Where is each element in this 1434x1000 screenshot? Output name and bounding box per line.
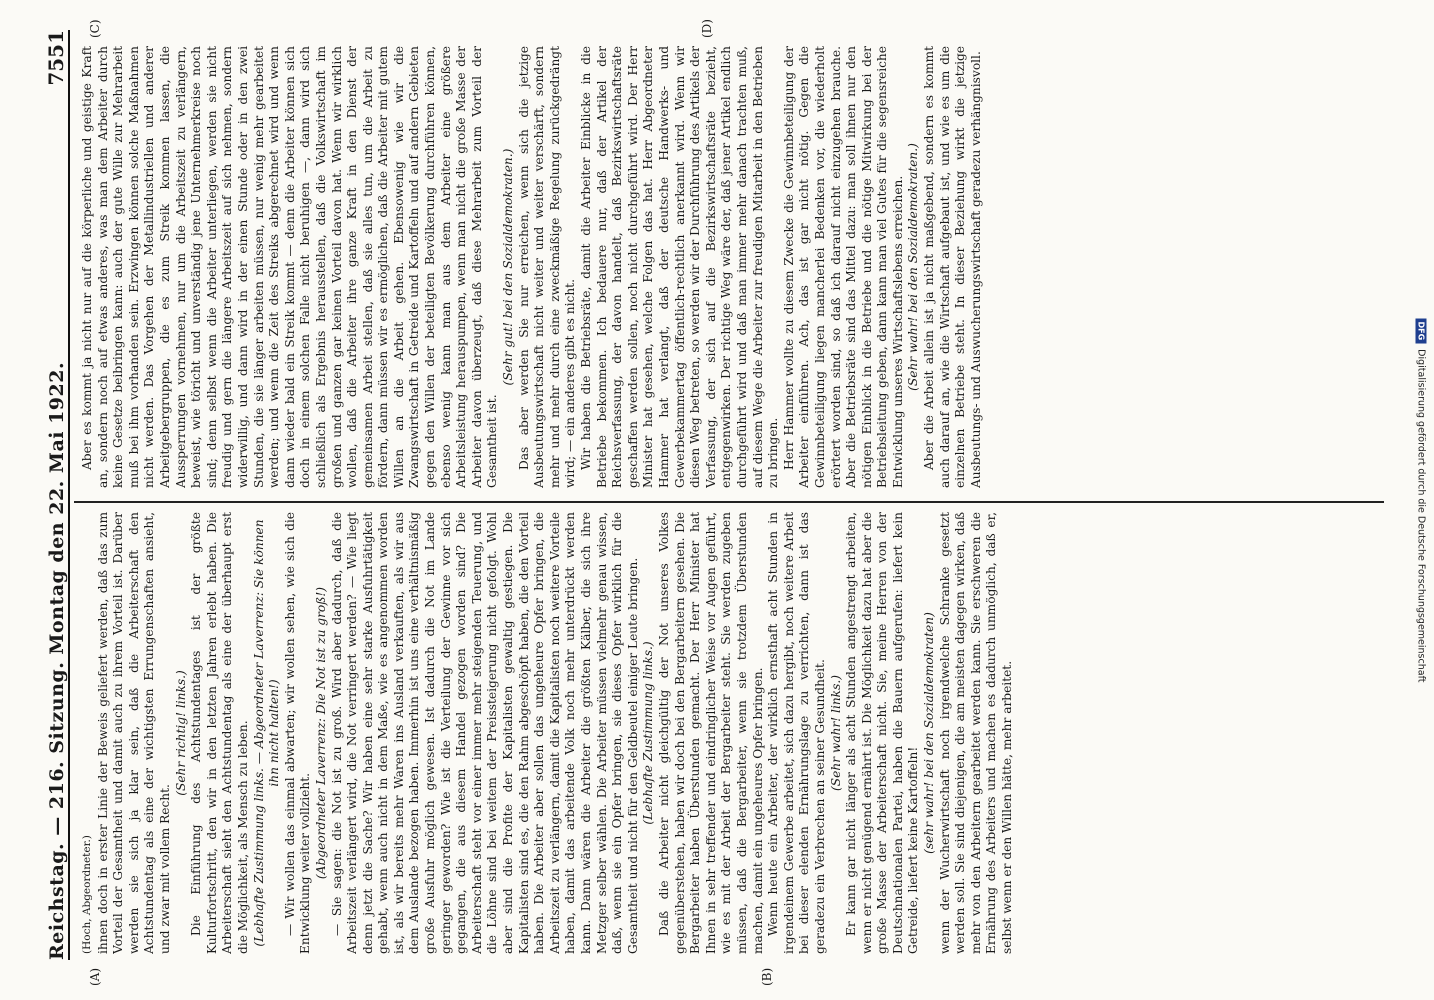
speaker-tag: (Hoch, Abgeordneter.) xyxy=(81,835,93,954)
page-number: 7551 xyxy=(44,30,68,86)
interjection: (Sehr richtig! links.) xyxy=(173,670,188,796)
paragraph: ihnen doch in erster Linie der Beweis geliefert werden, daß das zum Vorteil der Gesamtheit und damit auch zu ihrem Vorteil ist. Darüber werden sie sich ja klar sein, daß die Arbeiterschaft den Achtstundentag als eine der wichtigsten Errungenschaften ansieht, und zwar mit vollem Recht. xyxy=(95,512,172,954)
running-header: Reichstag. — 216. Sitzung. Montag den 22. Mai 1922. xyxy=(46,361,68,960)
marker-b: (B) xyxy=(760,967,774,986)
interjection: (Sehr gut! bei den Sozialdemokraten.) xyxy=(501,148,516,386)
paragraph: Wenn heute ein Arbeiter, der wirklich ernsthaft acht Stunden in irgendeinem Gewerbe arbeitet, sich dazu hergibt, noch weitere Arbeit bei dieser elenden Ernährungslage zu verrichten, dann ist das geradezu ein Verbrechen an seiner Gesundheit. xyxy=(766,512,827,954)
interjection: (Sehr wahr! bei den Sozialdemokraten.) xyxy=(906,143,921,391)
paragraph: Die Einführung des Achtstundentages ist der größte Kulturfortschritt, den wir in den letzten Jahren erlebt haben. Die Arbeiterschaft sieht den Achtstundentag als eine der überhaupt erst die Möglichkeit, als Mensch zu leben. xyxy=(189,512,250,954)
left-column xyxy=(80,512,1380,954)
digitization-note xyxy=(1408,0,1434,1000)
marker-c: (C) xyxy=(88,19,102,38)
interjection: (Lebhafte Zustimmung links. — Abgeordneter Laverrenz: Sie können ihn nicht halten!) xyxy=(251,519,282,947)
paragraph: Er kann gar nicht länger als acht Stunden angestrengt arbeiten, wenn er nicht genügend ernährt ist. Die Möglichkeit dazu hat aber die große Masse der Arbeiterschaft nicht. Sie, meine Herren von der Deutschnationalen Partei, haben die Bauern aufgerufen: liefert kein Getreide, liefert keine Kartoffeln! xyxy=(844,512,921,954)
paragraph: wenn der Wucherwirtschaft noch irgendwelche Schranke gesetzt werden soll. Sie sind diejenigen, die am meisten dagegen wirken, daß mehr von den Arbeitern gearbeitet werden kann. Sie erschweren die Ernährung des Arbeiters und machen es dadurch unmöglich, daß er, selbst wenn er den Willen hätte, mehr arbeitet. xyxy=(937,512,1015,954)
dfg-logo-icon: DFG xyxy=(1416,318,1427,343)
interjection: (sehr wahr! bei den Sozialdemokraten) xyxy=(922,612,937,854)
paragraph: Herr Hammer wollte zu diesem Zwecke die Gewinnbeteiligung der Arbeiter einführen. Ach, das ist gar nicht nötig. Gegen die Gewinnbeteiligung liegen mancherlei Bedenken vor, die wiederholt erörtert worden sind, so daß ich darauf nicht einzugehen brauche. Aber die Betriebsräte sind das Mittel dazu: man soll ihnen nur den nötigen Einblick in die Betriebe und die nötige Mitwirkung bei der Betriebsleitung geben, dann kann man viel Gutes für die segensreiche Entwicklung unseres Wirtschaftslebens erreichen. xyxy=(781,46,905,488)
interjection: (Abgeordneter Laverrenz: Die Not ist zu groß!) xyxy=(313,586,328,880)
paragraph: Daß die Arbeiter nicht gleichgültig der Not unseres Volkes gegenüberstehen, haben wir doch bei den Bergarbeitern gesehen. Die Bergarbeiter haben Überstunden gemacht. Der Herr Minister hat Ihnen in sehr treffender und eindringlicher Weise vor Augen geführt, wie es mit der Arbeit der Bergarbeiter steht. Sie werden zugeben müssen, daß die Bergarbeiter, wenn sie trotzdem Überstunden machen, damit ein ungeheures Opfer bringen. xyxy=(656,512,765,954)
page-header xyxy=(36,30,70,960)
interjection: (Lebhafte Zustimmung links.) xyxy=(641,641,656,825)
paragraph: Aber es kommt ja nicht nur auf die körperliche und geistige Kraft an, sondern noch auf etwas anderes, was man dem Arbeiter durch keine Gesetze beibringen kann: auch der gute Wille zur Mehrarbeit muß bei ihm vorhanden sein. Erzwingen können solche Maßnahmen nicht werden. Das Vorgehen der Metallindustriellen und anderer Arbeitgebergruppen, die es zum Streik kommen lassen, die Aussperrungen vornehmen, nur um die Arbeitszeit zu verlängern, beweist, wie töricht und unverständig jene Unternehmerkreise noch sind; denn selbst wenn die Arbeiter unterliegen, werden sie nicht freudig und gern die längere Arbeitszeit auf sich nehmen, sondern widerwillig, und dann wird in der einen Stunde oder in den zwei Stunden, die sie länger arbeiten müssen, nur wenig mehr gearbeitet werden; und wenn die Zeit des Streiks abgerechnet wird und wenn dann wieder bald ein Streik kommt — denn die Arbeiter können sich doch in einem solchen Falle nicht beruhigen —, dann wird sich schließlich als Ergebnis herausstellen, daß die Volkswirtschaft im großen und ganzen gar keinen Vorteil davon hat. Wenn wir wirklich wollen, daß die Arbeiter ihre ganze Kraft in den Dienst der gemeinsamen Arbeit stellen, daß sie alles tun, um die Arbeit zu fördern, dann müssen wir es ermöglichen, daß die Arbeiter mit gutem Willen an die Arbeit gehen. Ebensowenig wie wir die Zwangswirtschaft in Getreide und Kartoffeln und auf andern Gebieten gegen den Willen der beteiligten Bevölkerung durchführen können, ebenso wenig kann man aus dem Arbeiter eine größere Arbeitsleistung herauspumpen, wenn man nicht die große Masse der Arbeiter davon überzeugt, daß diese Mehrarbeit zum Vorteil der Gesamtheit ist. xyxy=(80,46,500,488)
paragraph: — Sie sagen: die Not ist zu groß. Wird aber dadurch, daß die Arbeitszeit verlängert wird, die Not verringert werden? — Wie liegt denn jetzt die Sache? Wir haben eine sehr starke Ausfuhrtätigkeit gehabt, wenn auch nicht in dem Maße, wie es angenommen worden ist, als wir bereits mehr Waren ins Ausland verkauften, als wir aus dem Auslande bezogen haben. Immerhin ist uns eine verhältnismäßig große Ausfuhr möglich gewesen. Ist dadurch die Not im Lande geringer geworden? Wie ist die Verteilung der Gewinne vor sich gegangen, die aus diesem Handel gezogen worden sind? Die Arbeiterschaft steht vor einer immer mehr steigenden Teuerung, und die Löhne sind bei weitem der Preissteigerung nicht gefolgt. Wohl aber sind die Profite der Kapitalisten gewaltig gestiegen. Die Kapitalisten sind es, die den Rahm abgeschöpft haben, die den Vorteil haben. Die Arbeiter aber sollen das ungeheure Opfer bringen, die Arbeitszeit zu verlängern, damit die Kapitalisten noch weitere Vorteile haben, damit das arbeitende Volk noch mehr unterdrückt werden kann. Dann wären die Arbeiter die größten Kälber, die sich ihre Metzger selber wählen. Die Arbeiter müssen vielmehr genau wissen, daß, wenn sie ein Opfer bringen, sie dieses Opfer wirklich für die Gesamtheit und nicht für den Geldbeutel einiger Leute bringen. xyxy=(329,512,640,954)
marker-a: (A) xyxy=(88,967,102,986)
paragraph: Aber die Arbeit allein ist ja nicht maßgebend, sondern es kommt auch darauf an, wie die Wirtschaft aufgebaut ist, und wie es um die einzelnen Betriebe steht. In dieser Beziehung wirkt die jetzige Ausbeutungs- und Auswucherungswirtschaft geradezu verhängnisvoll. xyxy=(922,46,983,488)
paragraph: Das aber werden Sie nur erreichen, wenn sich die jetzige Ausbeutungswirtschaft nicht weiter und weiter verschärft, sondern mehr und mehr durch eine zweckmäßige Regelung zurückgedrängt wird; — ein anderes gibt es nicht. xyxy=(516,46,578,488)
paragraph: Wir haben die Betriebsräte, damit die Arbeiter Einblicke in die Betriebe bekommen. Ich bedauere nur, daß der Artikel der Reichsverfassung, der davon handelt, daß Bezirkswirtschaftsräte geschaffen werden sollen, noch nicht durchgeführt wird. Der Herr Minister hat gesehen, welche Folgen das hat. Herr Abgeordneter Hammer hat verlangt, daß der deutsche Handwerks- und Gewerbekammertag öffentlich-rechtlich anerkannt wird. Wenn wir diesen Weg betreten, so werden wir der Durchführung des Artikels der Verfassung, der sich auf die Bezirkswirtschaftsräte bezieht, entgegenwirken. Der richtige Weg wäre der, daß jener Artikel endlich durchgeführt wird und daß man immer mehr danach trachten muß, auf diesem Wege die Arbeiter zur freudigen Mitarbeit in den Betrieben zu bringen. xyxy=(579,46,781,488)
interjection: (Sehr wahr! links.) xyxy=(828,675,843,791)
digitization-text: Digitalisierung gefördert durch die Deutsche Forschungsgemeinschaft xyxy=(1415,348,1427,682)
marker-d: (D) xyxy=(700,19,714,38)
column-divider xyxy=(74,502,1384,504)
paragraph: — Wir wollen das einmal abwarten; wir wollen sehen, wie sich die Entwicklung weiter vollzieht. xyxy=(282,512,313,954)
right-column xyxy=(80,46,1380,488)
